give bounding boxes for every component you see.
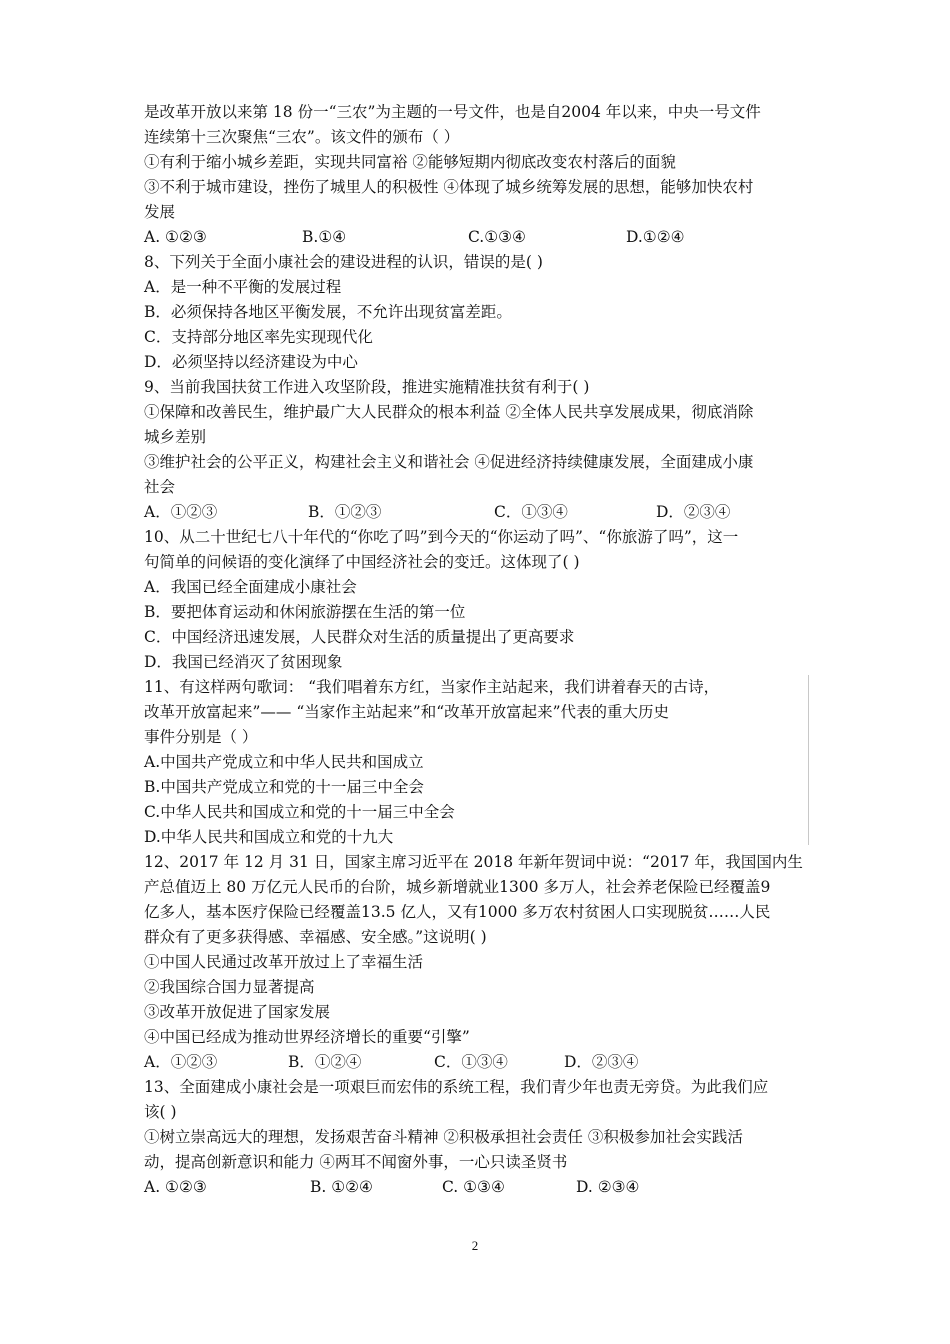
q13-stem-line-1: 13、全面建成小康社会是一项艰巨而宏伟的系统工程，我们青少年也责无旁贷。为此我们应 xyxy=(144,1078,769,1096)
q8-stem: 8、下列关于全面小康社会的建设进程的认识，错误的是( ) xyxy=(144,253,543,271)
q10-option-d: D．我国已经消灭了贫困现象 xyxy=(144,653,343,671)
q7-statement-3-4-cont: 发展 xyxy=(144,203,176,221)
q12-stem-line-1: 12、2017 年 12 月 31 日，国家主席习近平在 2018 年新年贺词中说：“2017 年，我国国内生 xyxy=(144,853,803,871)
q9-statement-1-2: ①保障和改善民生，维护最广大人民群众的根本利益 ②全体人民共享发展成果，彻底消除 xyxy=(144,403,754,421)
q7-statement-1-2: ①有利于缩小城乡差距，实现共同富裕 ②能够短期内彻底改变农村落后的面貌 xyxy=(144,153,676,171)
q11-option-b: B.中国共产党成立和党的十一届三中全会 xyxy=(144,778,424,796)
q12-stem-line-2: 产总值迈上 80 万亿元人民币的台阶，城乡新增就业1300 多万人，社会养老保险已经覆盖9 xyxy=(144,878,771,896)
q13-statement-line-1: ①树立崇高远大的理想，发扬艰苦奋斗精神 ②积极承担社会责任 ③积极参加社会实践活 xyxy=(144,1128,743,1146)
q7-stem-line-2: 连续第十三次聚焦“三农”。该文件的颁布（ ） xyxy=(144,128,460,146)
q8-option-a: A．是一种不平衡的发展过程 xyxy=(144,278,342,296)
q8-option-d: D．必须坚持以经济建设为中心 xyxy=(144,353,358,371)
q8-option-b: B．必须保持各地区平衡发展，不允许出现贫富差距。 xyxy=(144,303,512,321)
q12-statement-3: ③改革开放促进了国家发展 xyxy=(144,1003,331,1021)
q12-stem-line-4: 群众有了更多获得感、幸福感、安全感。”这说明( ) xyxy=(144,928,487,946)
q7-option-a: A. ①②③ xyxy=(144,228,207,246)
page-number: 2 xyxy=(471,1238,479,1253)
q9-option-c: C．①③④ xyxy=(494,503,568,521)
q12-statement-2: ②我国综合国力显著提高 xyxy=(144,978,315,996)
q9-statement-3-4-cont: 社会 xyxy=(144,478,176,496)
q13-option-d: D. ②③④ xyxy=(576,1178,640,1196)
q7-option-d: D.①②④ xyxy=(626,228,685,246)
q7-statement-3-4: ③不利于城市建设，挫伤了城里人的积极性 ④体现了城乡统筹发展的思想，能够加快农村 xyxy=(144,178,754,196)
q9-option-b: B．①②③ xyxy=(308,503,382,521)
q10-option-c: C．中国经济迅速发展，人民群众对生活的质量提出了更高要求 xyxy=(144,628,575,646)
q11-option-d: D.中华人民共和国成立和党的十九大 xyxy=(144,828,394,846)
q11-stem-line-3: 事件分别是（ ） xyxy=(144,728,258,746)
q10-stem-line-2: 句简单的问候语的变化演绎了中国经济社会的变迁。这体现了( ) xyxy=(144,553,580,571)
q9-stem: 9、当前我国扶贫工作进入攻坚阶段，推进实施精准扶贫有利于( ) xyxy=(144,378,590,396)
q9-statement-1-2-cont: 城乡差别 xyxy=(144,428,207,446)
q13-statement-line-2: 动，提高创新意识和能力 ④两耳不闻窗外事，一心只读圣贤书 xyxy=(144,1153,568,1171)
q10-stem-line-1: 10、从二十世纪七八十年代的“你吃了吗”到今天的“你运动了吗”、“你旅游了吗”，这一 xyxy=(144,528,739,546)
q8-option-c: C．支持部分地区率先实现现代化 xyxy=(144,328,373,346)
q12-statement-1: ①中国人民通过改革开放过上了幸福生活 xyxy=(144,953,424,971)
q12-statement-4: ④中国已经成为推动世界经济增长的重要“引擎” xyxy=(144,1028,470,1046)
q10-option-b: B．要把体育运动和休闲旅游摆在生活的第一位 xyxy=(144,603,466,621)
q11-stem-line-1: 11、有这样两句歌词： “我们唱着东方红，当家作主站起来，我们讲着春天的古诗， xyxy=(144,678,720,696)
q7-option-c: C.①③④ xyxy=(468,228,526,246)
q12-option-d: D．②③④ xyxy=(564,1053,639,1071)
q13-stem-line-2: 该( ) xyxy=(144,1103,177,1121)
q13-option-a: A. ①②③ xyxy=(144,1178,207,1196)
q9-option-a: A．①②③ xyxy=(144,503,218,521)
q11-stem-line-2: 改革开放富起来”—— “当家作主站起来”和“改革开放富起来”代表的重大历史 xyxy=(144,703,670,721)
q9-option-d: D．②③④ xyxy=(656,503,731,521)
q12-stem-line-3: 亿多人，基本医疗保险已经覆盖13.5 亿人，又有1000 多万农村贫困人口实现脱贫……人民 xyxy=(144,903,771,921)
q7-stem-line-1: 是改革开放以来第 18 份一“三农”为主题的一号文件，也是自2004 年以来，中央一号文件 xyxy=(144,103,761,121)
q11-option-a: A.中国共产党成立和中华人民共和国成立 xyxy=(144,753,424,771)
q10-option-a: A．我国已经全面建成小康社会 xyxy=(144,578,357,596)
q13-option-b: B. ①②④ xyxy=(310,1178,373,1196)
q9-statement-3-4: ③维护社会的公平正义，构建社会主义和谐社会 ④促进经济持续健康发展，全面建成小康 xyxy=(144,453,754,471)
q12-option-a: A．①②③ xyxy=(144,1053,218,1071)
q11-option-c: C.中华人民共和国成立和党的十一届三中全会 xyxy=(144,803,455,821)
q7-option-b: B.①④ xyxy=(302,228,347,246)
q12-option-c: C．①③④ xyxy=(434,1053,508,1071)
q11-box-border xyxy=(808,675,809,845)
q13-option-c: C. ①③④ xyxy=(442,1178,505,1196)
q12-option-b: B．①②④ xyxy=(288,1053,362,1071)
